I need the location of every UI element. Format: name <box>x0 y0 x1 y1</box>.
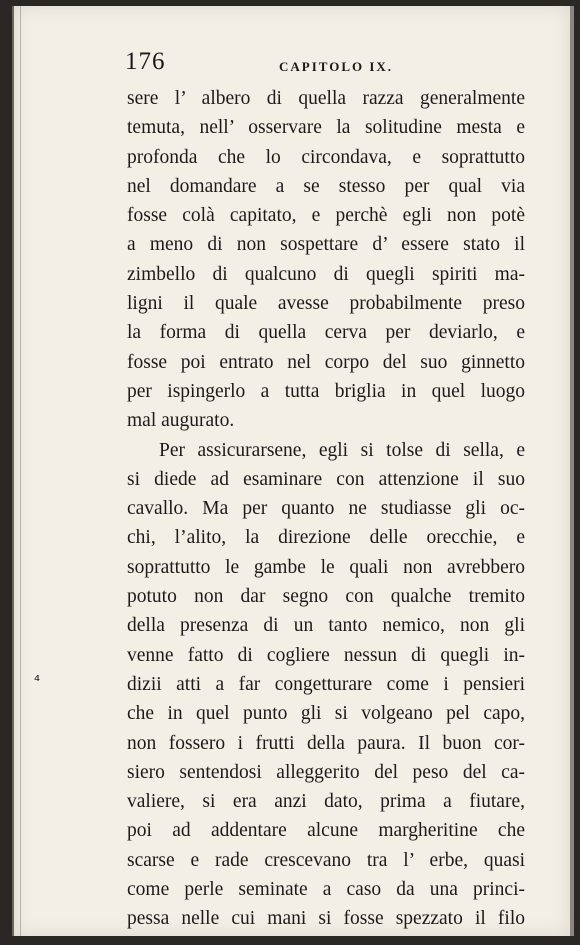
text-line: che in quel punto gli si volgeano pel capo, <box>127 703 525 725</box>
text-line: profonda che lo circondava, e soprattutto <box>127 146 525 168</box>
paragraph-2 <box>127 436 525 934</box>
text-line: per ispingerlo a tutta briglia in quel luogo <box>127 380 525 402</box>
text-line: nel domandare a se stesso per qual via <box>127 175 525 197</box>
text-line: soprattutto le gambe le quali non avrebbero <box>127 556 525 578</box>
text-line: cavallo. Ma per quanto ne studiasse gli oc- <box>127 498 525 520</box>
text-line: si diede ad esaminare con attenzione il suo <box>127 468 525 490</box>
book-page <box>12 6 574 936</box>
text-line: della presenza di un tanto nemico, non gli <box>127 615 525 637</box>
text-line: zimbello di qualcuno di quegli spiriti ma- <box>127 263 525 285</box>
margin-mark: ⁴ <box>34 672 41 690</box>
page-number: 176 <box>125 48 166 75</box>
text-line: fosse colà capitato, e perchè egli non potè <box>127 205 525 227</box>
text-line: sere l’ albero di quella razza generalmente <box>127 88 525 109</box>
text-line: dizii atti a far congetturare come i pensieri <box>127 673 525 695</box>
text-line: siero sentendosi alleggerito del peso del ca- <box>127 761 525 783</box>
text-line: poi ad addentare alcune margheritine che <box>127 820 525 842</box>
text-line: venne fatto di cogliere nessun di quegli in- <box>127 644 525 666</box>
paragraph-1 <box>127 84 525 436</box>
text-line: valiere, si era anzi dato, prima a fiutare, <box>127 791 525 813</box>
text-line: a meno di non sospettare d’ essere stato il <box>127 234 525 256</box>
text-line: chi, l’alito, la direzione delle orecchie, e <box>127 527 525 549</box>
text-line: pessa nelle cui mani si fosse spezzato il filo <box>127 908 525 930</box>
text-line: potuto non dar segno con qualche tremito <box>127 586 525 608</box>
text-line: come perle seminate a caso da una princi- <box>127 879 525 901</box>
text-line: la forma di quella cerva per deviarlo, e <box>127 322 525 344</box>
text-line: mal augurato. <box>127 410 235 432</box>
text-line: temuta, nell’ osservare la solitudine mesta e <box>127 117 525 139</box>
text-line: ligni il quale avesse probabilmente preso <box>127 293 525 315</box>
text-line: non fossero i frutti della paura. Il buon cor- <box>127 732 525 754</box>
text-line: scarse e rade crescevano tra l’ erbe, quasi <box>127 849 525 871</box>
running-head: CAPITOLO IX. <box>279 59 394 74</box>
text-line: Per assicurarsene, egli si tolse di sella, e <box>159 439 525 461</box>
gutter-line <box>20 6 21 936</box>
text-line: fosse poi entrato nel corpo del suo ginnetto <box>127 351 525 373</box>
page-header <box>125 48 525 82</box>
body-text <box>127 84 525 934</box>
